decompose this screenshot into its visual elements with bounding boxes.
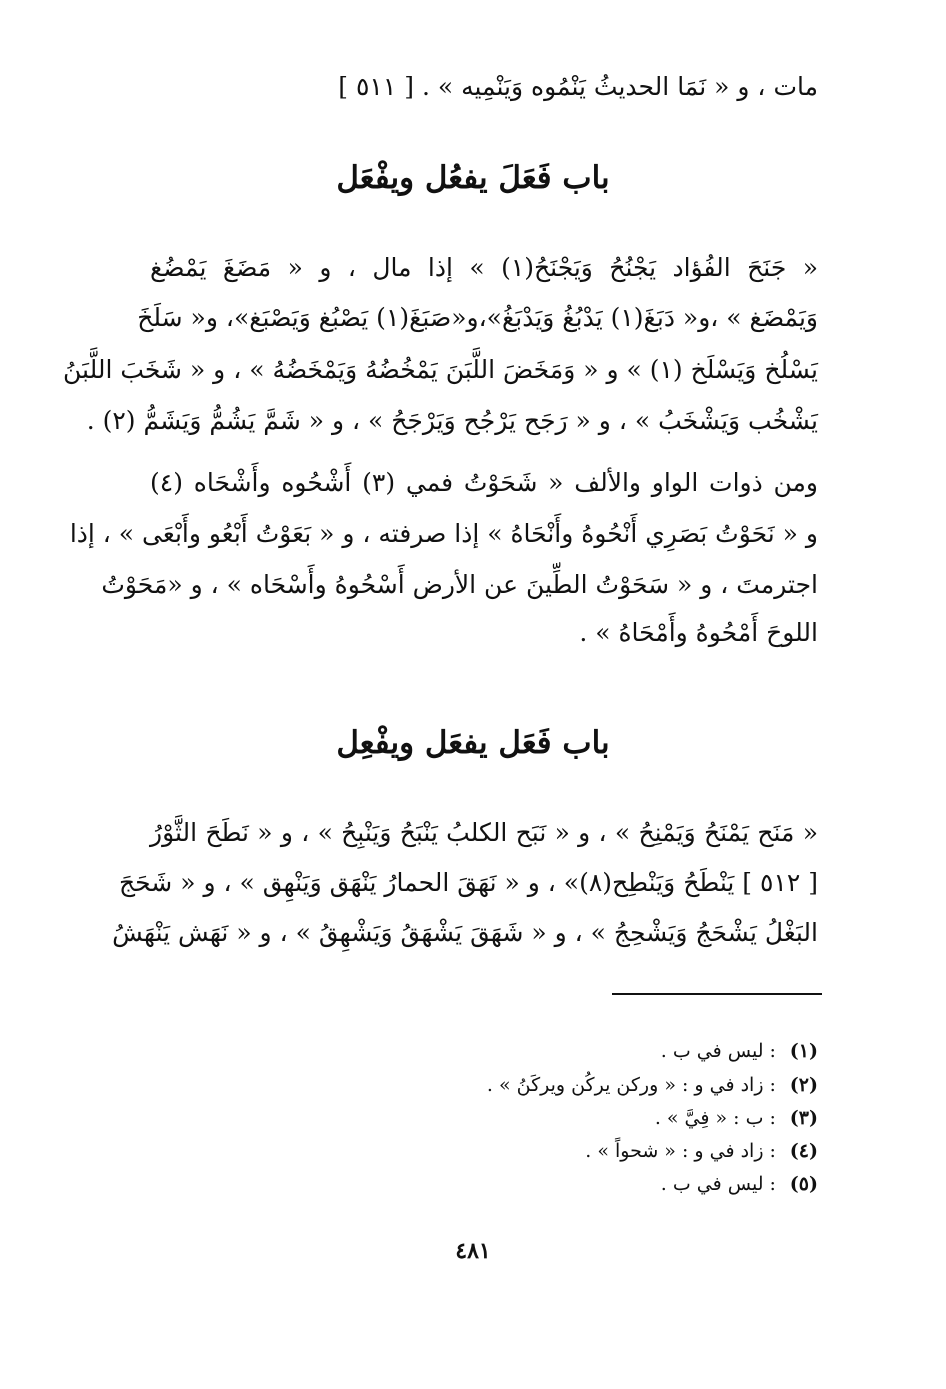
footnote-separator <box>612 993 822 995</box>
footnote-number: (٢) <box>789 1074 818 1096</box>
section-heading-1: باب فَعَلَ يفعُل ويفْعَل <box>336 160 610 196</box>
paragraph-line: [ ٥١٢ ] يَنْطَحُ وَيَنْطِح(٨)» ، و « نَهَقَ الحمارُ يَنْهَق وَيَنْهِق » ، و « شَحَجَ <box>119 868 818 897</box>
footnote-number: (١) <box>789 1040 818 1062</box>
footnote-text: : زاد في و : « شحواً » . <box>585 1140 776 1162</box>
footnote-number: (٣) <box>789 1107 818 1129</box>
footnote-text: : ب : « فِيَّ » . <box>654 1107 776 1129</box>
footnote-item <box>661 1173 818 1195</box>
footnote-number: (٤) <box>789 1140 818 1162</box>
paragraph-line: وَيَمْضَغ » ،و« دَبَغَ(١) يَدْبُغُ وَيَدْبَغُ»،و«صَبَغَ(١) يَصْبُغ وَيَصْبَغ»، و« سَلَخَ <box>137 303 818 332</box>
paragraph-line: و « نَحَوْتُ بَصَرِي أَنْحُوهُ وأَنْحَاهُ » إذا صرفته ، و « بَعَوْتُ أَبْعُو وأَبْعَى » ، إذا <box>69 519 818 548</box>
footnote-text: : ليس في ب . <box>660 1040 776 1062</box>
footnote-item <box>487 1074 818 1096</box>
paragraph-line: اجترمتَ ، و « سَحَوْتُ الطِّينَ عن الأرض أَسْحُوهُ وأَسْحَاه » ، و «مَحَوْتُ <box>101 570 818 599</box>
page-number: ٤٨١ <box>455 1238 491 1264</box>
paragraph-line: ومن ذوات الواو والألف « شَحَوْتُ فمي (٣) أَشْحُوه وأَشْحَاه (٤) <box>150 468 818 497</box>
paragraph-line: « مَنَح يَمْنَحُ وَيَمْنِحُ » ، و « نَبَح الكلبُ يَنْبَحُ وَيَنْبِحُ » ، و « نَطَحَ الثَّوْرُ <box>150 818 818 847</box>
footnote-item <box>661 1040 818 1062</box>
section-heading-2: باب فَعَل يفعَل ويفْعِل <box>336 725 610 761</box>
footnote-text: : زاد في و : « وركن يركُن ويركَنُ » . <box>486 1074 776 1096</box>
footnote-item <box>655 1107 818 1129</box>
paragraph-line: اللوحَ أَمْحُوهُ وأَمْحَاهُ » . <box>579 618 818 647</box>
footnote-number: (٥) <box>789 1173 818 1195</box>
paragraph-line: يَسْلُخ وَيَسْلَخ (١) » و « وَمَخَضَ اللَّبَنَ يَمْخُضُهُ وَيَمْخَضُهُ » ، و « شَخَبَ اللَّبَنُ <box>63 355 818 384</box>
footnote-item <box>585 1140 818 1162</box>
paragraph-line: يَشْخُب وَيَشْخَبُ » ، و « رَجَح يَرْجُح وَيَرْجَحُ » ، و « شَمَّ يَشُمُّ وَيَشَمُّ (٢) . <box>86 406 818 435</box>
paragraph-line: « جَنَحَ الفُؤاد يَجْنُحُ وَيَجْنَحُ(١) » إذا مال ، و « مَضَغَ يَمْضُغ <box>150 253 818 282</box>
footnote-text: : ليس في ب . <box>660 1173 776 1195</box>
continued-text-line: مات ، و « نَمَا الحديثُ يَنْمُوه وَيَنْمِيه » . [ ٥١١ ] <box>338 72 818 101</box>
paragraph-line: البَغْلُ يَشْحَجُ وَيَشْحِجُ » ، و « شَهَقَ يَشْهَقُ وَيَشْهِقُ » ، و « نَهَش يَنْهَشُ <box>112 918 818 947</box>
